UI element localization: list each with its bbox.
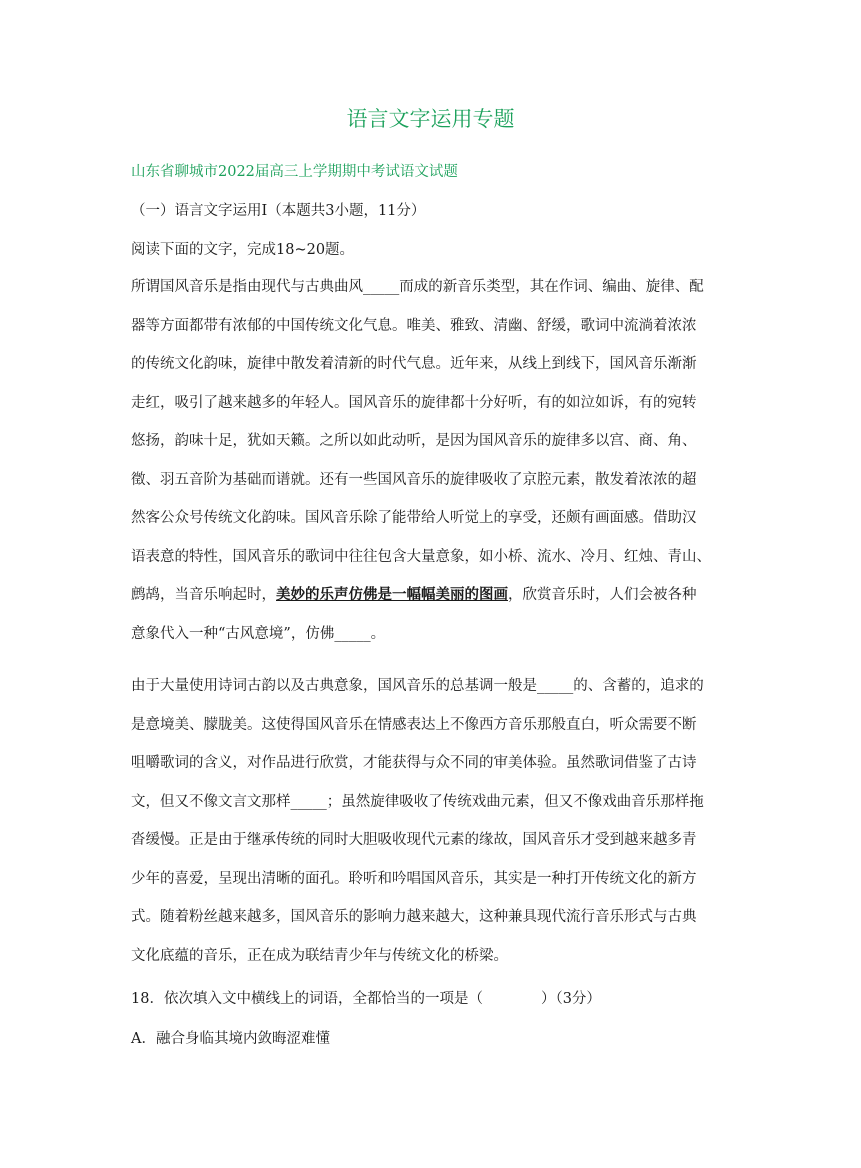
- paragraph-line: [131, 576, 731, 615]
- reading-instruction: 阅读下面的文字，完成18~20题。: [131, 242, 355, 258]
- question-18: 18．依次填入文中横线上的词语，全都恰当的一项是（ ）（3分）: [131, 991, 601, 1007]
- paragraph-line: 咀嚼歌词的含义，对作品进行欣赏，才能获得与众不同的审美体验。虽然歌词借鉴了古诗: [131, 755, 697, 771]
- paragraph-line: 文化底蕴的音乐，正在成为联结青少年与传统文化的桥梁。: [131, 947, 508, 964]
- paragraph-line: 由于大量使用诗词古韵以及古典意象，国风音乐的总基调一般是_____的、含蓄的，追求的: [131, 678, 704, 694]
- paragraph-line: 悠扬，韵味十足，犹如天籁。之所以如此动听，是因为国风音乐的旋律多以宫、商、角、: [131, 433, 697, 449]
- passage-paragraph-2: [131, 667, 731, 975]
- answer-option-a: A．融合身临其境内敛晦涩难懂: [131, 1031, 330, 1047]
- paragraph-line: 是意境美、朦胧美。这使得国风音乐在情感表达上不像西方音乐那般直白，听众需要不断: [131, 716, 697, 733]
- paragraph-line: 然客公众号传统文化韵味。国风音乐除了能带给人听觉上的享受，还颇有画面感。借助汉: [131, 510, 697, 526]
- paragraph-line: 少年的喜爱，呈现出清晰的面孔。聆听和吟唱国风音乐，其实是一种打开传统文化的新方: [131, 870, 697, 887]
- paragraph-line: 器等方面都带有浓郁的中国传统文化气息。唯美、雅致、清幽、舒缓，歌词中流淌着浓浓: [131, 317, 697, 334]
- paragraph-line: 徵、羽五音阶为基础而谱就。还有一些国风音乐的旋律吸收了京腔元素，散发着浓浓的超: [131, 471, 697, 488]
- line-text: ，欣赏音乐时，人们会被各种: [508, 587, 697, 603]
- exam-source-subtitle: 山东省聊城市2022届高三上学期期中考试语文试题: [131, 164, 458, 180]
- underlined-highlight: 美妙的乐声仿佛是一幅幅美丽的图画: [276, 586, 508, 603]
- page-title: 语言文字运用专题: [346, 107, 515, 131]
- paragraph-line: 的传统文化韵味，旋律中散发着清新的时代气息。近年来，从线上到线下，国风音乐渐渐: [131, 356, 697, 372]
- paragraph-line: 所谓国风音乐是指由现代与古典曲风_____而成的新音乐类型，其在作词、编曲、旋律、配: [131, 279, 704, 295]
- paragraph-line: 走红，吸引了越来越多的年轻人。国风音乐的旋律都十分好听，有的如泣如诉，有的宛转: [131, 394, 697, 411]
- paragraph-line: 语表意的特性，国风音乐的歌词中往往包含大量意象，如小桥、流水、冷月、红烛、青山、: [131, 548, 711, 565]
- paragraph-line: 意象代入一种“古风意境”，仿佛_____。: [131, 625, 386, 642]
- paragraph-line: 沓缓慢。正是由于继承传统的同时大胆吸收现代元素的缘故，国风音乐才受到越来越多青: [131, 832, 697, 848]
- section-heading: （一）语言文字运用Ⅰ（本题共3小题，11分）: [131, 203, 426, 219]
- paragraph-line: 文，但又不像文言文那样_____；虽然旋律吸收了传统戏曲元素，但又不像戏曲音乐那样拖: [131, 793, 704, 810]
- line-text: 鹧鸪，当音乐响起时，: [131, 587, 276, 603]
- passage-paragraph-1: [131, 268, 731, 653]
- paragraph-line: 式。随着粉丝越来越多，国风音乐的影响力越来越大，这种兼具现代流行音乐形式与古典: [131, 909, 697, 925]
